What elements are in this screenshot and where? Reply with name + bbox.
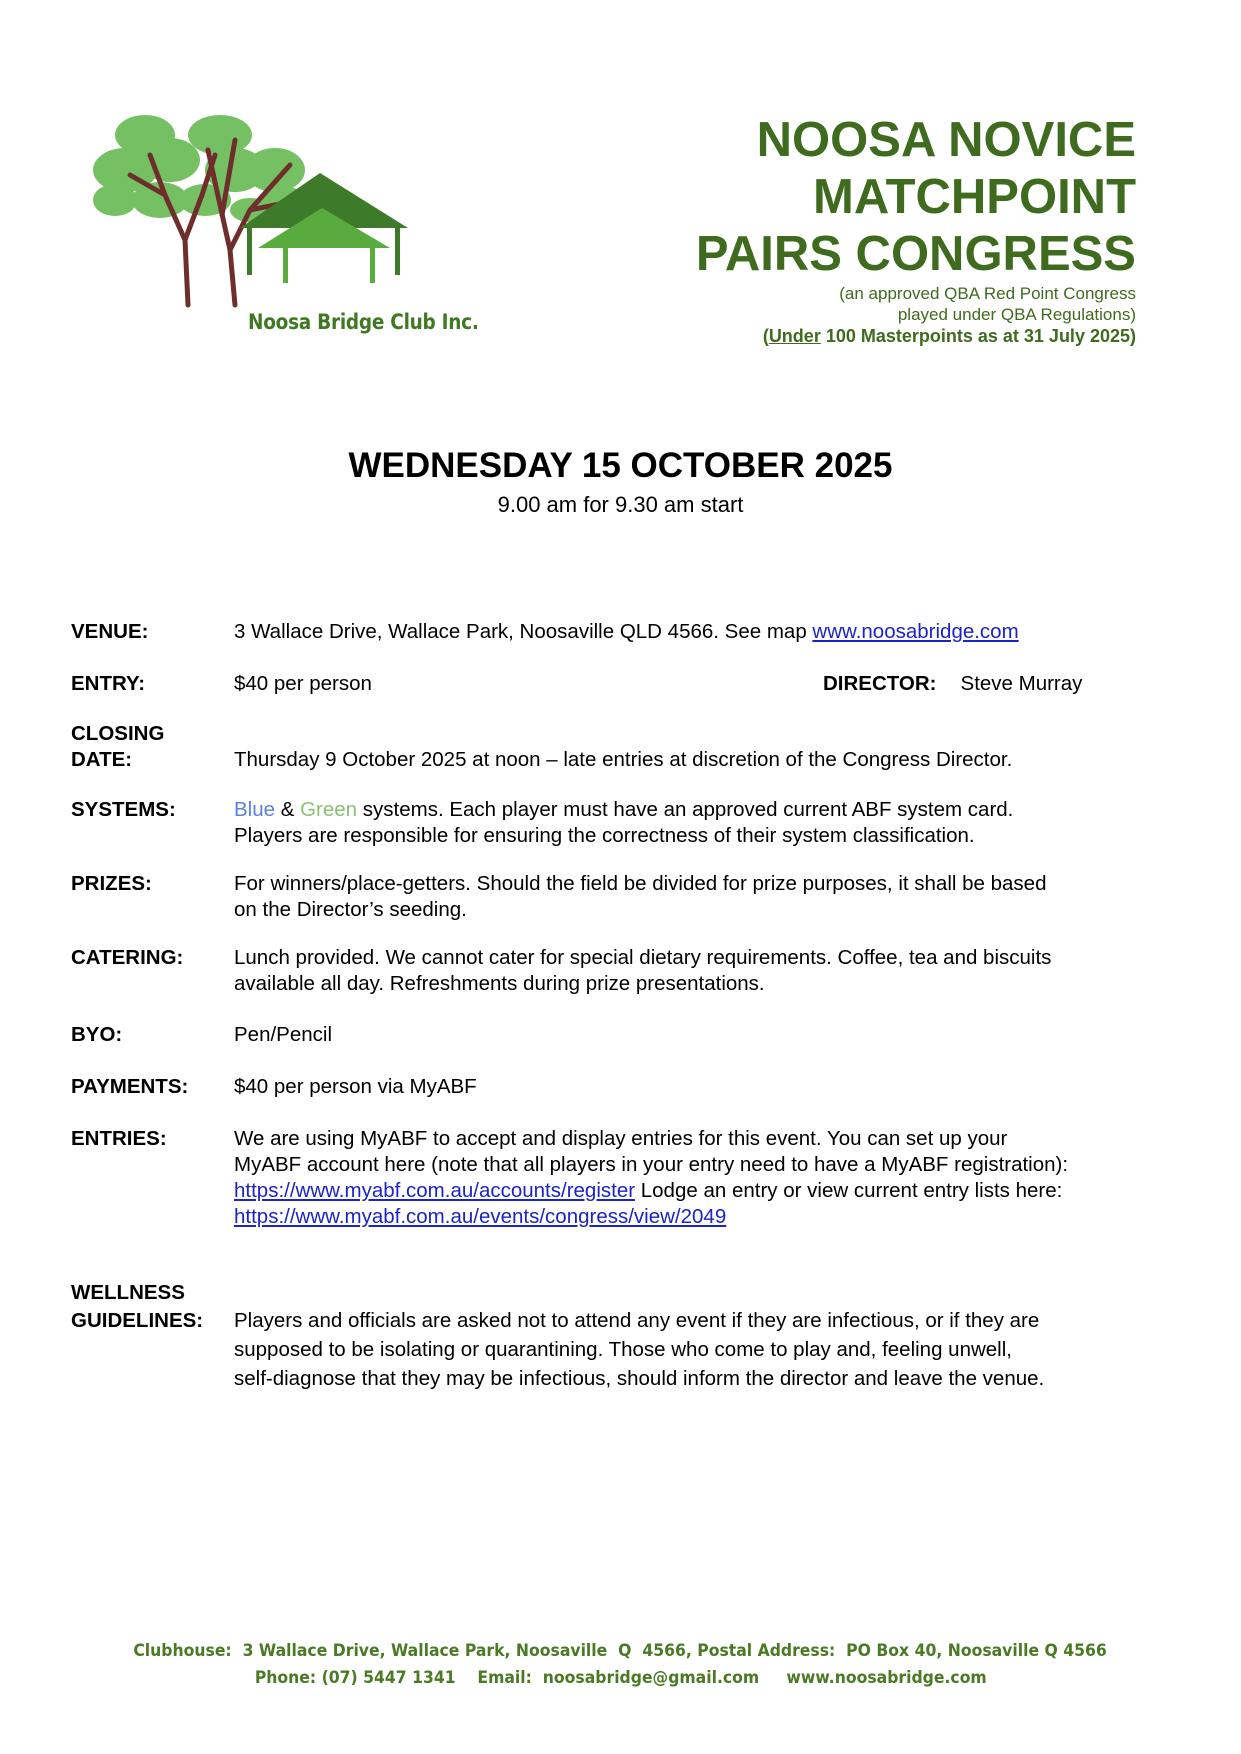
- prizes-line-1: For winners/place-getters. Should the field be divided for prize purposes, it shall be based: [234, 872, 1047, 895]
- systems-value: [234, 797, 1181, 849]
- venue-value: [234, 619, 1181, 645]
- title-line-1: NOOSA NOVICE: [756, 113, 1136, 167]
- approval-line-2: played under QBA Regulations): [897, 305, 1136, 324]
- club-logo: [90, 100, 479, 345]
- catering-line-1: Lunch provided. We cannot cater for special dietary requirements. Coffee, tea and biscuits: [234, 946, 1052, 969]
- systems-line-2: Players are responsible for ensuring the correctness of their system classification.: [234, 824, 975, 847]
- wellness-line-1: Players and officials are asked not to attend any event if they are infectious, or if they are: [234, 1309, 1040, 1332]
- venue-text: 3 Wallace Drive, Wallace Park, Noosaville QLD 4566. See map: [234, 620, 813, 643]
- director-name: Steve Murray: [960, 672, 1083, 695]
- entries-label: ENTRIES:: [71, 1127, 167, 1150]
- eligibility-line: [696, 325, 1136, 347]
- eligibility-under: Under: [768, 326, 821, 346]
- eligibility-rest: 100 Masterpoints as at 31 July 2025): [820, 326, 1136, 346]
- payments-row: [71, 1074, 1181, 1100]
- wellness-row: [71, 1306, 1181, 1393]
- title-line-3: PAIRS CONGRESS: [695, 227, 1136, 281]
- footer-contact: Phone: (07) 5447 1341 Email: noosabridge@gmail.com www.noosabridge.com: [254, 1668, 987, 1688]
- payments-label: PAYMENTS:: [71, 1075, 189, 1098]
- prizes-line-2: on the Director’s seeding.: [234, 898, 467, 921]
- congress-view-link[interactable]: https://www.myabf.com.au/events/congress/view/2049: [234, 1205, 727, 1228]
- wellness-value: [234, 1306, 1181, 1393]
- byo-label: BYO:: [71, 1023, 123, 1046]
- website-link[interactable]: www.noosabridge.com: [812, 620, 1019, 643]
- title-line-2: MATCHPOINT: [813, 170, 1136, 224]
- director-info: [823, 671, 1082, 697]
- blue-system: Blue: [234, 798, 276, 821]
- entries-value: [234, 1126, 1181, 1230]
- closing-row: [71, 747, 1181, 773]
- event-date: WEDNESDAY 15 OCTOBER 2025: [348, 446, 893, 485]
- register-link[interactable]: https://www.myabf.com.au/accounts/register: [234, 1179, 636, 1202]
- event-time: 9.00 am for 9.30 am start: [497, 492, 744, 517]
- entries-line-4: [234, 1204, 1181, 1230]
- systems-line-1-rest: systems. Each player must have an approved current ABF system card.: [357, 798, 1014, 821]
- entries-line-1: We are using MyABF to accept and display entries for this event. You can set up your: [234, 1127, 1008, 1150]
- byo-row: [71, 1022, 1181, 1048]
- trees-and-pavilion-logo-icon: [90, 100, 470, 310]
- entry-label: ENTRY:: [71, 672, 146, 695]
- approval-line-1: (an approved QBA Red Point Congress: [839, 284, 1136, 303]
- entries-row: [71, 1126, 1181, 1230]
- entries-line-3: [234, 1178, 1181, 1204]
- entry-row: [71, 671, 1181, 697]
- systems-amp: &: [275, 798, 301, 821]
- green-system: Green: [300, 798, 358, 821]
- closing-label-row: [71, 721, 1181, 747]
- footer-address: Clubhouse: 3 Wallace Drive, Wallace Park, Noosaville Q 4566, Postal Address: PO Box 40, Noosaville Q 4566: [133, 1641, 1108, 1661]
- eligibility-open: (: [762, 326, 769, 346]
- logo-text: Noosa Bridge Club Inc.: [248, 310, 479, 334]
- details-list: [71, 619, 1181, 1393]
- director-label: DIRECTOR:: [823, 672, 937, 695]
- wellness-label-1: WELLNESS: [71, 1281, 185, 1304]
- systems-line-1: [234, 797, 1181, 823]
- wellness-line-2: supposed to be isolating or quarantining. Those who come to play and, feeling unwell,: [234, 1338, 1012, 1361]
- prizes-row: [71, 871, 1181, 923]
- wellness-line-3: self-diagnose that they may be infectious, should inform the director and leave the venue.: [234, 1367, 1045, 1390]
- catering-line-2: available all day. Refreshments during prize presentations.: [234, 972, 765, 995]
- payments-value: $40 per person via MyABF: [234, 1075, 477, 1098]
- catering-label: CATERING:: [71, 946, 184, 969]
- entries-line-2: MyABF account here (note that all players in your entry need to have a MyABF registration):: [234, 1153, 1069, 1176]
- footer: [0, 1638, 1241, 1692]
- prizes-label: PRIZES:: [71, 872, 152, 895]
- byo-value: Pen/Pencil: [234, 1023, 333, 1046]
- closing-value: Thursday 9 October 2025 at noon – late entries at discretion of the Congress Director.: [234, 748, 1013, 771]
- venue-label: VENUE:: [71, 620, 149, 643]
- venue-row: [71, 619, 1181, 645]
- wellness-label-row: [71, 1280, 1181, 1306]
- systems-label: SYSTEMS:: [71, 798, 176, 821]
- event-date-block: [0, 445, 1241, 520]
- catering-value: [234, 945, 1181, 997]
- systems-row: [71, 797, 1181, 849]
- closing-label-1: CLOSING: [71, 722, 165, 745]
- closing-label-2: DATE:: [71, 748, 133, 771]
- event-title-block: [696, 112, 1136, 347]
- entries-line-3-rest: Lodge an entry or view current entry lists here:: [635, 1179, 1063, 1202]
- entry-value: $40 per person: [234, 672, 372, 695]
- prizes-value: [234, 871, 1181, 923]
- catering-row: [71, 945, 1181, 997]
- wellness-label-2: GUIDELINES:: [71, 1309, 204, 1332]
